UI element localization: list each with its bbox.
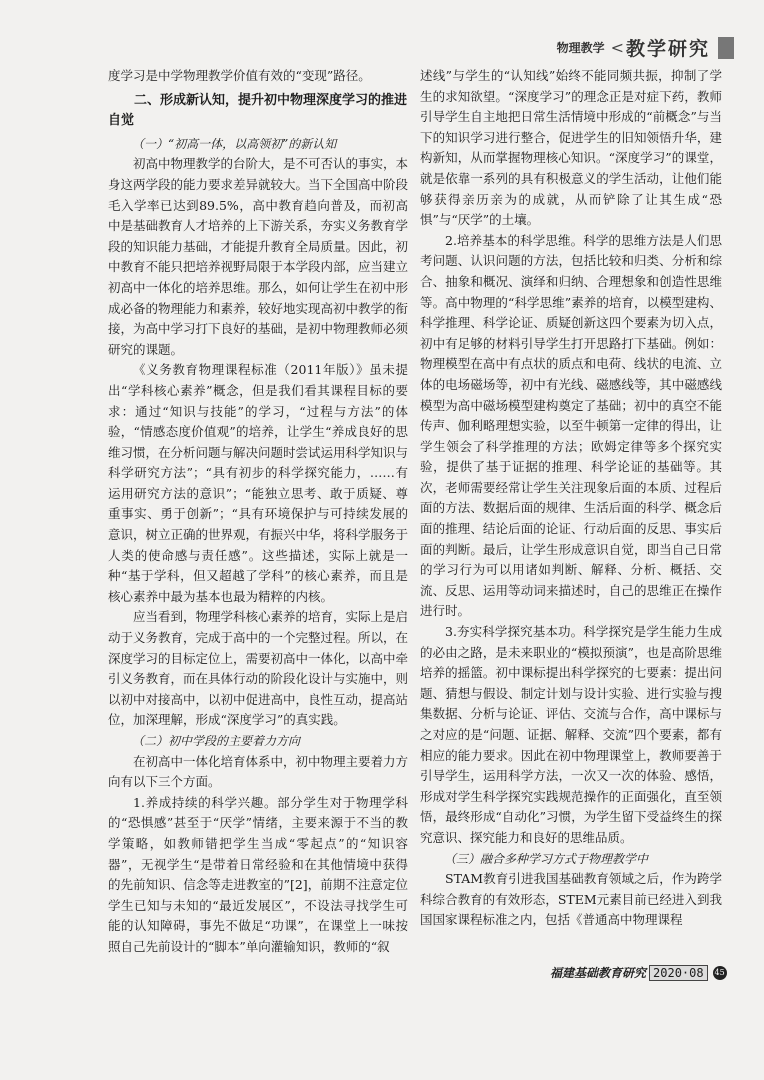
footer-journal: 福建基础教育研究	[550, 966, 647, 980]
running-header	[557, 34, 734, 61]
left-paragraph-1: 初高中物理教学的台阶大，是不可否认的事实，本身这两学段的能力要求差异就较大。当下全国高中阶段毛入学率已达到89.5%，高中教育趋向普及，而初高中是基础教育人才培养的上下游关系，夯实义务教育学段的知识能力基础，才能提升教育全局质量。因此，初中教育不能只把培养视野局限于本学段内部，应当建立初高中一体化的培养思维。那么，如何让学生在初中形成必备的物理能力和素养，较好地实现高初中教学的衔接，为高中学习打下良好的基础，是初中物理教师必须研究的课题。	[108, 156, 409, 357]
footer-issue: 2020·08	[649, 965, 708, 981]
page-number: 45	[713, 966, 727, 980]
right-paragraph-1: 2.培养基本的科学思维。科学的思维方法是人们思考问题、认识问题的方法，包括比较和归类、分析和综合、抽象和概况、演绎和归纳、合理想象和创造性思维等。高中物理的“科学思维”素养的培育，以模型建构、科学推理、科学论证、质疑创新这四个要素为切入点，初中有足够的材料引导学生打开思路打下基础。例如：物理模型在高中有点状的质点和电荷、线状的电流、立体的电场磁场等，初中有光线、磁感线等，其中磁感线模型为高中磁场模型建构奠定了基础；初中的真空不能传声、伽利略理想实验，以至牛顿第一定律的得出，让学生领会了科学推理的方法；欧姆定律等多个探究实验，提供了基于证据的推理、科学论证的基础等。其次，老师需要经常让学生关注现象后面的本质、过程后面的方法、数据后面的规律、生活后面的科学、概念后面的推理、结论后面的论证、行动后面的反思、事实后面的判断。最后，让学生形成意识自觉，即当自己日常的学习行为可以用诸如判断、解释、分析、概括、交流、反思、运用等动词来描述时，自己的思维正在操作进行时。	[420, 232, 722, 619]
left-paragraph-3: 应当看到，物理学科核心素养的培育，实际上是启动于义务教育，完成于高中的一个完整过程。所以，在深度学习的目标定位上，需要初高中一体化，以高中牵引义务教育，而在具体行动的阶段化设计与实施中，则以初中对接高中，以初中促进高中，良性互动，提高站位，加深理解，形成“深度学习”的真实践。	[108, 609, 409, 728]
left-paragraph-0: 度学习是中学物理教学价值有效的“变现”路径。	[108, 68, 371, 83]
left-paragraph-2: 《义务教育物理课程标准（2011年版）》虽未提出“学科核心素养”概念，但是我们看其课程目标的要求：通过“知识与技能”的学习，“过程与方法”的体验，“情感态度价值观”的培养，让学生“养成良好的思维习惯，在分析问题与解决问题时尝试运用科学知识与科学研究方法”；“具有初步的科学探究能力，……有运用研究方法的意识”；“能独立思考、敢于质疑、尊重事实、勇于创新”；“具有环境保护与可持续发展的意识，树立正确的世界观，有振兴中华，将科学服务于人类的使命感与责任感”。这些描述，实际上就是一种“基于学科，但又超越了学科”的核心素养，而且是核心素养中最为基本也最为精粹的内核。	[108, 362, 409, 604]
running-footer	[550, 964, 727, 981]
left-column	[108, 66, 408, 958]
left-paragraph-5: 1.养成持续的科学兴趣。部分学生对于物理学科的“恐惧感”甚至于“厌学”情绪，主要来源于不当的教学策略，如教师错把学生当成“零起点”的“知识容器”，无视学生“是带着日常经验和在其他情境中获得的先前知识、信念等走进教室的”[2]，前期不注意定位学生已知与未知的“最近发展区”，不设法寻找学生可能的认知障碍，事先不做足“功课”，在课堂上一味按照自己先前设计的“脚本”单向灌输知识，教师的“叙	[108, 794, 408, 954]
subheading-1: （一）“初高一体，以高领初”的新认知	[132, 136, 337, 151]
right-paragraph-3: STAM教育引进我国基础教育领域之后，作为跨学科综合教育的有效形态，STEM元素目前已经进入到我国国家课程标准之内，包括《普通高中物理课程	[420, 871, 722, 928]
section-heading: 二、形成新认知，提升初中物理深度学习的推进自觉	[108, 92, 408, 129]
header-title: 教学研究	[625, 38, 710, 60]
right-column	[420, 66, 722, 931]
header-arrow-icon: <	[610, 38, 624, 57]
right-paragraph-2: 3.夯实科学探究基本功。科学探究是学生能力生成的必由之路，是未来职业的“模拟预演”，也是高阶思维培养的摇篮。初中课标提出科学探究的七要素：提出问题、猜想与假设、制定计划与设计实验、进行实验与搜集数据、分析与论证、评估、交流与合作，高中课标与之对应的是“问题、证据、解释、交流”四个要素，都有相应的能力要求。因此在初中物理课堂上，教师要善于引导学生，运用科学方法，一次又一次的体验、感悟，形成对学生科学探究实践规范操作的正面强化，直至领悟，最终形成“自动化”习惯，为学生留下受益终生的探究意识、探究能力和良好的思维品质。	[420, 624, 722, 845]
right-paragraph-0: 述线”与学生的“认知线”始终不能同频共振，抑制了学生的求知欲望。“深度学习”的理念正是对症下药，教师引导学生自主地把日常生活情境中形成的“前概念”与当下的知识学习进行整合，促进学生的旧知领悟升华，建构新知，从而掌握物理核心知识。“深度学习”的课堂，就是依靠一系列的具有积极意义的学生活动，让他们能够获得亲历亲为的成就，从而铲除了让其生成“恐惧”与“厌学”的土壤。	[420, 68, 722, 228]
header-block-icon	[718, 37, 734, 59]
subheading-2: （二）初中学段的主要着力方向	[132, 734, 301, 748]
left-paragraph-4: 在初高中一体化培育体系中，初中物理主要着力方向有以下三个方面。	[108, 753, 409, 790]
subheading-3: （三）融合多种学习方式于物理教学中	[444, 851, 649, 866]
header-section: 物理教学	[556, 41, 605, 55]
